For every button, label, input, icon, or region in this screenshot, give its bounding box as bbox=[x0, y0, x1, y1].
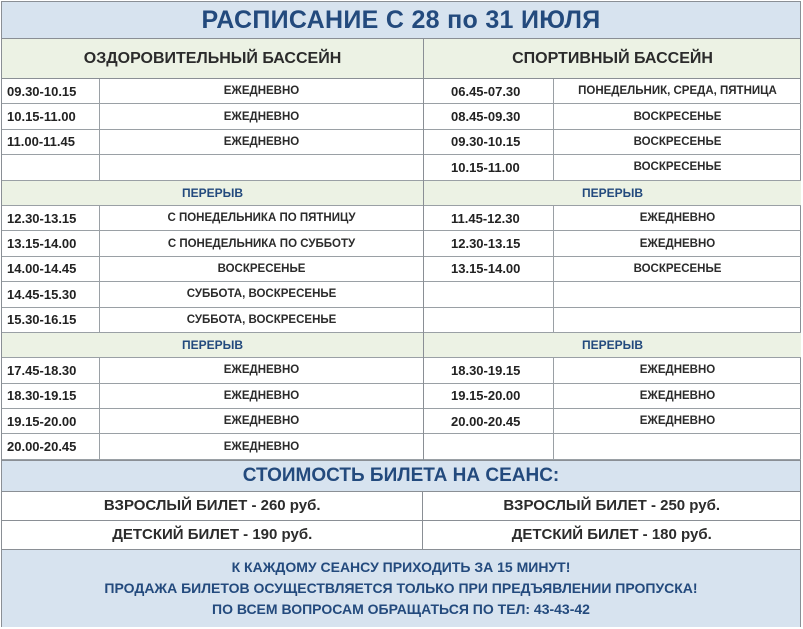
schedule-row bbox=[2, 384, 423, 409]
price-row-adult bbox=[2, 492, 800, 521]
adult-price-left: ВЗРОСЛЫЙ БИЛЕТ - 260 руб. bbox=[2, 492, 423, 520]
session-days: ВОСКРЕСЕНЬЕ bbox=[633, 161, 722, 174]
schedule-row bbox=[2, 434, 423, 459]
child-price-left: ДЕТСКИЙ БИЛЕТ - 190 руб. bbox=[2, 521, 423, 549]
session-time bbox=[424, 282, 554, 306]
session-days: ЕЖЕДНЕВНО bbox=[639, 389, 716, 402]
session-days: С ПОНЕДЕЛЬНИКА ПО СУББОТУ bbox=[167, 237, 356, 250]
note-line: ПРОДАЖА БИЛЕТОВ ОСУЩЕСТВЛЯЕТСЯ ТОЛЬКО ПРИ ПРЕДЪЯВЛЕНИИ ПРОПУСКА! bbox=[104, 580, 698, 597]
session-time bbox=[424, 434, 554, 458]
schedule-row bbox=[424, 257, 801, 282]
session-days: ЕЖЕДНЕВНО bbox=[639, 364, 716, 377]
session-time: 19.15-20.00 bbox=[424, 384, 554, 408]
schedule-row bbox=[2, 308, 423, 333]
session-days: ЕЖЕДНЕВНО bbox=[223, 389, 300, 402]
note-line: ПО ВСЕМ ВОПРОСАМ ОБРАЩАТЬСЯ ПО ТЕЛ: 43-43-42 bbox=[212, 601, 590, 618]
schedule-row bbox=[2, 104, 423, 129]
session-days: ЕЖЕДНЕВНО bbox=[639, 212, 716, 225]
session-time: 10.15-11.00 bbox=[2, 104, 100, 128]
schedule-row bbox=[424, 282, 801, 307]
session-days: ЕЖЕДНЕВНО bbox=[223, 135, 300, 148]
session-time: 14.45-15.30 bbox=[2, 282, 100, 306]
pool-headers bbox=[2, 39, 800, 79]
break-label: ПЕРЕРЫВ bbox=[581, 185, 644, 200]
break-row bbox=[424, 181, 801, 206]
schedule-sheet bbox=[1, 1, 801, 627]
session-time: 08.45-09.30 bbox=[424, 104, 554, 128]
session-time: 20.00-20.45 bbox=[424, 409, 554, 433]
break-label: ПЕРЕРЫВ bbox=[181, 185, 244, 200]
schedule-row bbox=[2, 130, 423, 155]
session-days: ВОСКРЕСЕНЬЕ bbox=[633, 135, 722, 148]
session-days: ЕЖЕДНЕВНО bbox=[223, 110, 300, 123]
break-row bbox=[2, 181, 423, 206]
session-time: 10.15-11.00 bbox=[424, 155, 554, 179]
session-days: ЕЖЕДНЕВНО bbox=[223, 415, 300, 428]
session-time: 18.30-19.15 bbox=[424, 358, 554, 382]
left-pool-schedule bbox=[2, 79, 424, 460]
break-row bbox=[2, 333, 423, 358]
schedule-grid bbox=[2, 79, 800, 460]
break-label: ПЕРЕРЫВ bbox=[581, 338, 644, 353]
schedule-row bbox=[424, 79, 801, 104]
schedule-row bbox=[424, 308, 801, 333]
schedule-row bbox=[2, 231, 423, 256]
session-time: 12.30-13.15 bbox=[2, 206, 100, 230]
session-time: 18.30-19.15 bbox=[2, 384, 100, 408]
left-pool-title: ОЗДОРОВИТЕЛЬНЫЙ БАССЕЙН bbox=[2, 39, 424, 78]
session-time: 14.00-14.45 bbox=[2, 257, 100, 281]
schedule-row bbox=[2, 155, 423, 180]
session-days: С ПОНЕДЕЛЬНИКА ПО ПЯТНИЦУ bbox=[167, 212, 356, 225]
session-time: 15.30-16.15 bbox=[2, 308, 100, 332]
schedule-row bbox=[2, 282, 423, 307]
session-days bbox=[554, 434, 801, 458]
schedule-row bbox=[2, 358, 423, 383]
adult-price-right: ВЗРОСЛЫЙ БИЛЕТ - 250 руб. bbox=[503, 497, 721, 515]
schedule-row bbox=[424, 231, 801, 256]
schedule-row bbox=[2, 409, 423, 434]
break-label: ПЕРЕРЫВ bbox=[181, 338, 244, 353]
session-time: 12.30-13.15 bbox=[424, 231, 554, 255]
schedule-row bbox=[424, 206, 801, 231]
break-row bbox=[424, 333, 801, 358]
session-time: 06.45-07.30 bbox=[424, 79, 554, 103]
session-days: ПОНЕДЕЛЬНИК, СРЕДА, ПЯТНИЦА bbox=[578, 85, 777, 98]
session-time: 09.30-10.15 bbox=[424, 130, 554, 154]
session-time: 13.15-14.00 bbox=[424, 257, 554, 281]
session-time: 20.00-20.45 bbox=[2, 434, 100, 458]
session-days bbox=[554, 282, 801, 306]
schedule-row bbox=[2, 206, 423, 231]
session-days: ЕЖЕДНЕВНО bbox=[639, 415, 716, 428]
session-days: ВОСКРЕСЕНЬЕ bbox=[217, 262, 306, 275]
session-days: ЕЖЕДНЕВНО bbox=[639, 237, 716, 250]
session-days: ВОСКРЕСЕНЬЕ bbox=[633, 262, 722, 275]
schedule-row bbox=[424, 104, 801, 129]
session-time bbox=[2, 155, 100, 179]
session-days: СУББОТА, ВОСКРЕСЕНЬЕ bbox=[186, 288, 337, 301]
schedule-row bbox=[424, 130, 801, 155]
note-line: К КАЖДОМУ СЕАНСУ ПРИХОДИТЬ ЗА 15 МИНУТ! bbox=[231, 559, 571, 576]
session-days: ЕЖЕДНЕВНО bbox=[223, 85, 300, 98]
session-time: 11.45-12.30 bbox=[424, 206, 554, 230]
session-time: 19.15-20.00 bbox=[2, 409, 100, 433]
session-days: СУББОТА, ВОСКРЕСЕНЬЕ bbox=[186, 313, 337, 326]
schedule-row bbox=[424, 358, 801, 383]
notes-block bbox=[2, 550, 800, 627]
session-days bbox=[554, 308, 801, 332]
right-pool-title: СПОРТИВНЫЙ БАССЕЙН bbox=[512, 49, 713, 67]
right-pool-schedule bbox=[424, 79, 801, 460]
session-days bbox=[100, 155, 423, 179]
session-time bbox=[424, 308, 554, 332]
session-time: 17.45-18.30 bbox=[2, 358, 100, 382]
schedule-row bbox=[2, 79, 423, 104]
session-time: 09.30-10.15 bbox=[2, 79, 100, 103]
schedule-row bbox=[424, 155, 801, 180]
schedule-row bbox=[424, 434, 801, 459]
schedule-row bbox=[2, 257, 423, 282]
schedule-row bbox=[424, 409, 801, 434]
session-days: ВОСКРЕСЕНЬЕ bbox=[633, 110, 722, 123]
page-title: РАСПИСАНИЕ С 28 по 31 ИЮЛЯ bbox=[2, 2, 800, 39]
schedule-row bbox=[424, 384, 801, 409]
price-row-child bbox=[2, 521, 800, 550]
child-price-right: ДЕТСКИЙ БИЛЕТ - 180 руб. bbox=[511, 526, 712, 544]
session-days: ЕЖЕДНЕВНО bbox=[223, 364, 300, 377]
session-time: 11.00-11.45 bbox=[2, 130, 100, 154]
price-header: СТОИМОСТЬ БИЛЕТА НА СЕАНС: bbox=[2, 460, 800, 492]
session-days: ЕЖЕДНЕВНО bbox=[223, 440, 300, 453]
session-time: 13.15-14.00 bbox=[2, 231, 100, 255]
